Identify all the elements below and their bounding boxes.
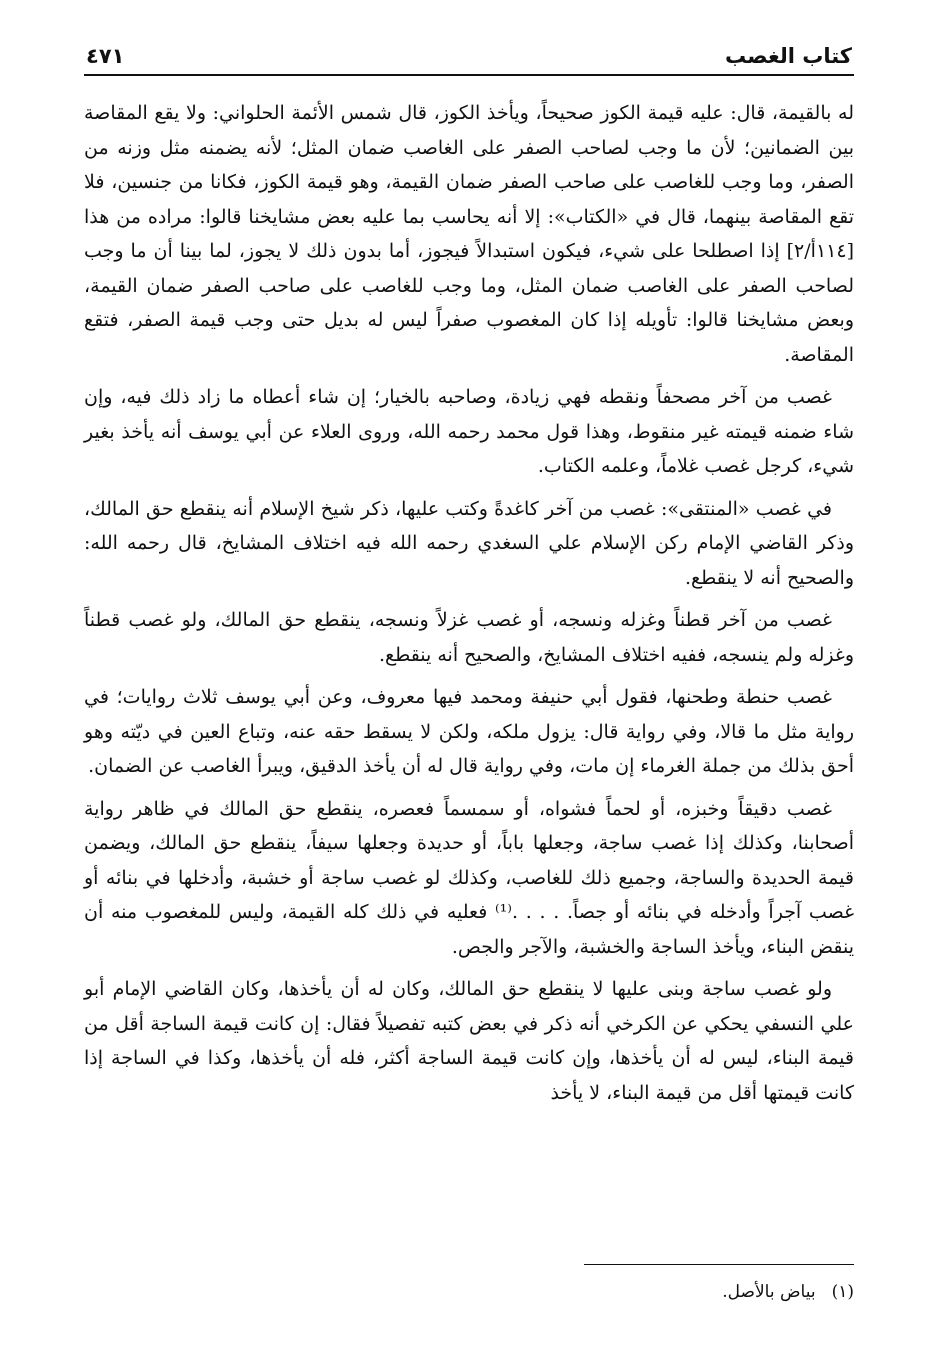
book-title: كتاب الغصب xyxy=(725,44,852,68)
running-header xyxy=(84,36,854,76)
footnote-marker: (١) xyxy=(831,1282,854,1302)
paragraph: غصب حنطة وطحنها، فقول أبي حنيفة ومحمد فيها معروف، وعن أبي يوسف ثلاث روايات؛ في رواية مثل ما قالا، وفي رواية قال: يزول ملكه، ولكن لا يسقط حقه عنه، وتباع العين في ديّته وهو أحق بذلك من جملة الغرماء إن مات، وفي رواية قال له أن يأخذ الدقيق، ويبرأ الغاصب عن الضمان. xyxy=(84,686,854,777)
paragraph: غصب من آخر مصحفاً ونقطه فهي زيادة، وصاحبه بالخيار؛ إن شاء أعطاه ما زاد ذلك فيه، وإن شاء ضمنه قيمته غير منقوط، وهذا قول محمد رحمه الله، وروى العلاء عن أبي يوسف أنه يأخذ بغير شيء، كرجل غصب غلاماً، وعلمه الكتاب. xyxy=(84,386,854,477)
book-page xyxy=(84,36,854,1118)
footnote-text: بياض بالأصل. xyxy=(722,1282,816,1302)
paragraph: غصب من آخر قطناً وغزله ونسجه، أو غصب غزلاً ونسجه، ينقطع حق المالك، ولو غصب قطناً وغزله ولم ينسجه، ففيه اختلاف المشايخ، والصحيح أنه ينقطع. xyxy=(84,609,854,666)
page-number: ٤٧١ xyxy=(86,44,125,68)
paragraph: له بالقيمة، قال: عليه قيمة الكوز صحيحاً، ويأخذ الكوز، قال شمس الأئمة الحلواني: ولا يقع المقاصة بين الضمانين؛ لأن ما وجب لصاحب الصفر على الغاصب ضمان المثل؛ لأنه يضمنه مثل وزنه من الصفر، وما وجب للغاصب على صاحب الصفر ضمان القيمة، وهو قيمة الكوز، فكانا من جنسين، فلا تقع المقاصة بينهما، قال في «الكتاب»: إلا أنه يحاسب بما عليه بعض مشايخنا قالوا: مراده من هذا [١١٤أ/٢] إذا اصطلحا على شيء، فيكون استبدالاً فيجوز، أما بدون ذلك لا يجوز، لما بينا أن ما وجب لصاحب الصفر على الغاصب ضمان المثل، وما وجب للغاصب على صاحب الصفر ضمان القيمة، وبعض مشايخنا قالوا: تأويله إذا كان المغصوب صفراً ليس له بديل حتى وجب قيمة الصفر، فتقع المقاصة. xyxy=(84,102,854,366)
paragraph: ولو غصب ساجة وبنى عليها لا ينقطع حق المالك، وكان له أن يأخذها، وكان القاضي الإمام أبو علي النسفي يحكي عن الكرخي أنه ذكر في بعض كتبه تفصيلاً فقال: إن كانت قيمة الساجة أقل من قيمة البناء، ليس له أن يأخذها، وإن كانت قيمة الساجة أكثر، فله أن يأخذها، وكذا في الساجة إذا كانت قيمتها أقل من قيمة البناء، لا يأخذ xyxy=(84,978,854,1104)
footnote xyxy=(84,1279,854,1305)
body-text xyxy=(84,96,854,1110)
footnote-separator xyxy=(584,1264,854,1265)
paragraph: في غصب «المنتقى»: غصب من آخر كاغدةً وكتب عليها، ذكر شيخ الإسلام أنه ينقطع حق المالك، وذكر القاضي الإمام ركن الإسلام علي السغدي رحمه الله فيه اختلاف المشايخ، قال رحمه الله: والصحيح أنه لا ينقطع. xyxy=(84,497,854,589)
paragraph: غصب دقيقاً وخبزه، أو لحماً فشواه، أو سمسماً فعصره، ينقطع حق المالك في ظاهر رواية أصحابنا، وكذلك إذا غصب ساجة، وجعلها باباً، أو حديدة وجعلها سيفاً، ينقطع حق المالك، ويضمن قيمة الحديدة والساجة، وجميع ذلك للغاصب، وكذلك لو غصب ساجة أو خشبة، وأدخلها في بنائه أو غصب آجراً وأدخله في بنائه أو جصاً. . . . .⁽¹⁾ فعليه في ذلك كله القيمة، وليس للمغصوب منه أن ينقض البناء، ويأخذ الساجة والخشبة، والآجر والجص. xyxy=(84,797,855,958)
footnotes xyxy=(84,1264,854,1305)
